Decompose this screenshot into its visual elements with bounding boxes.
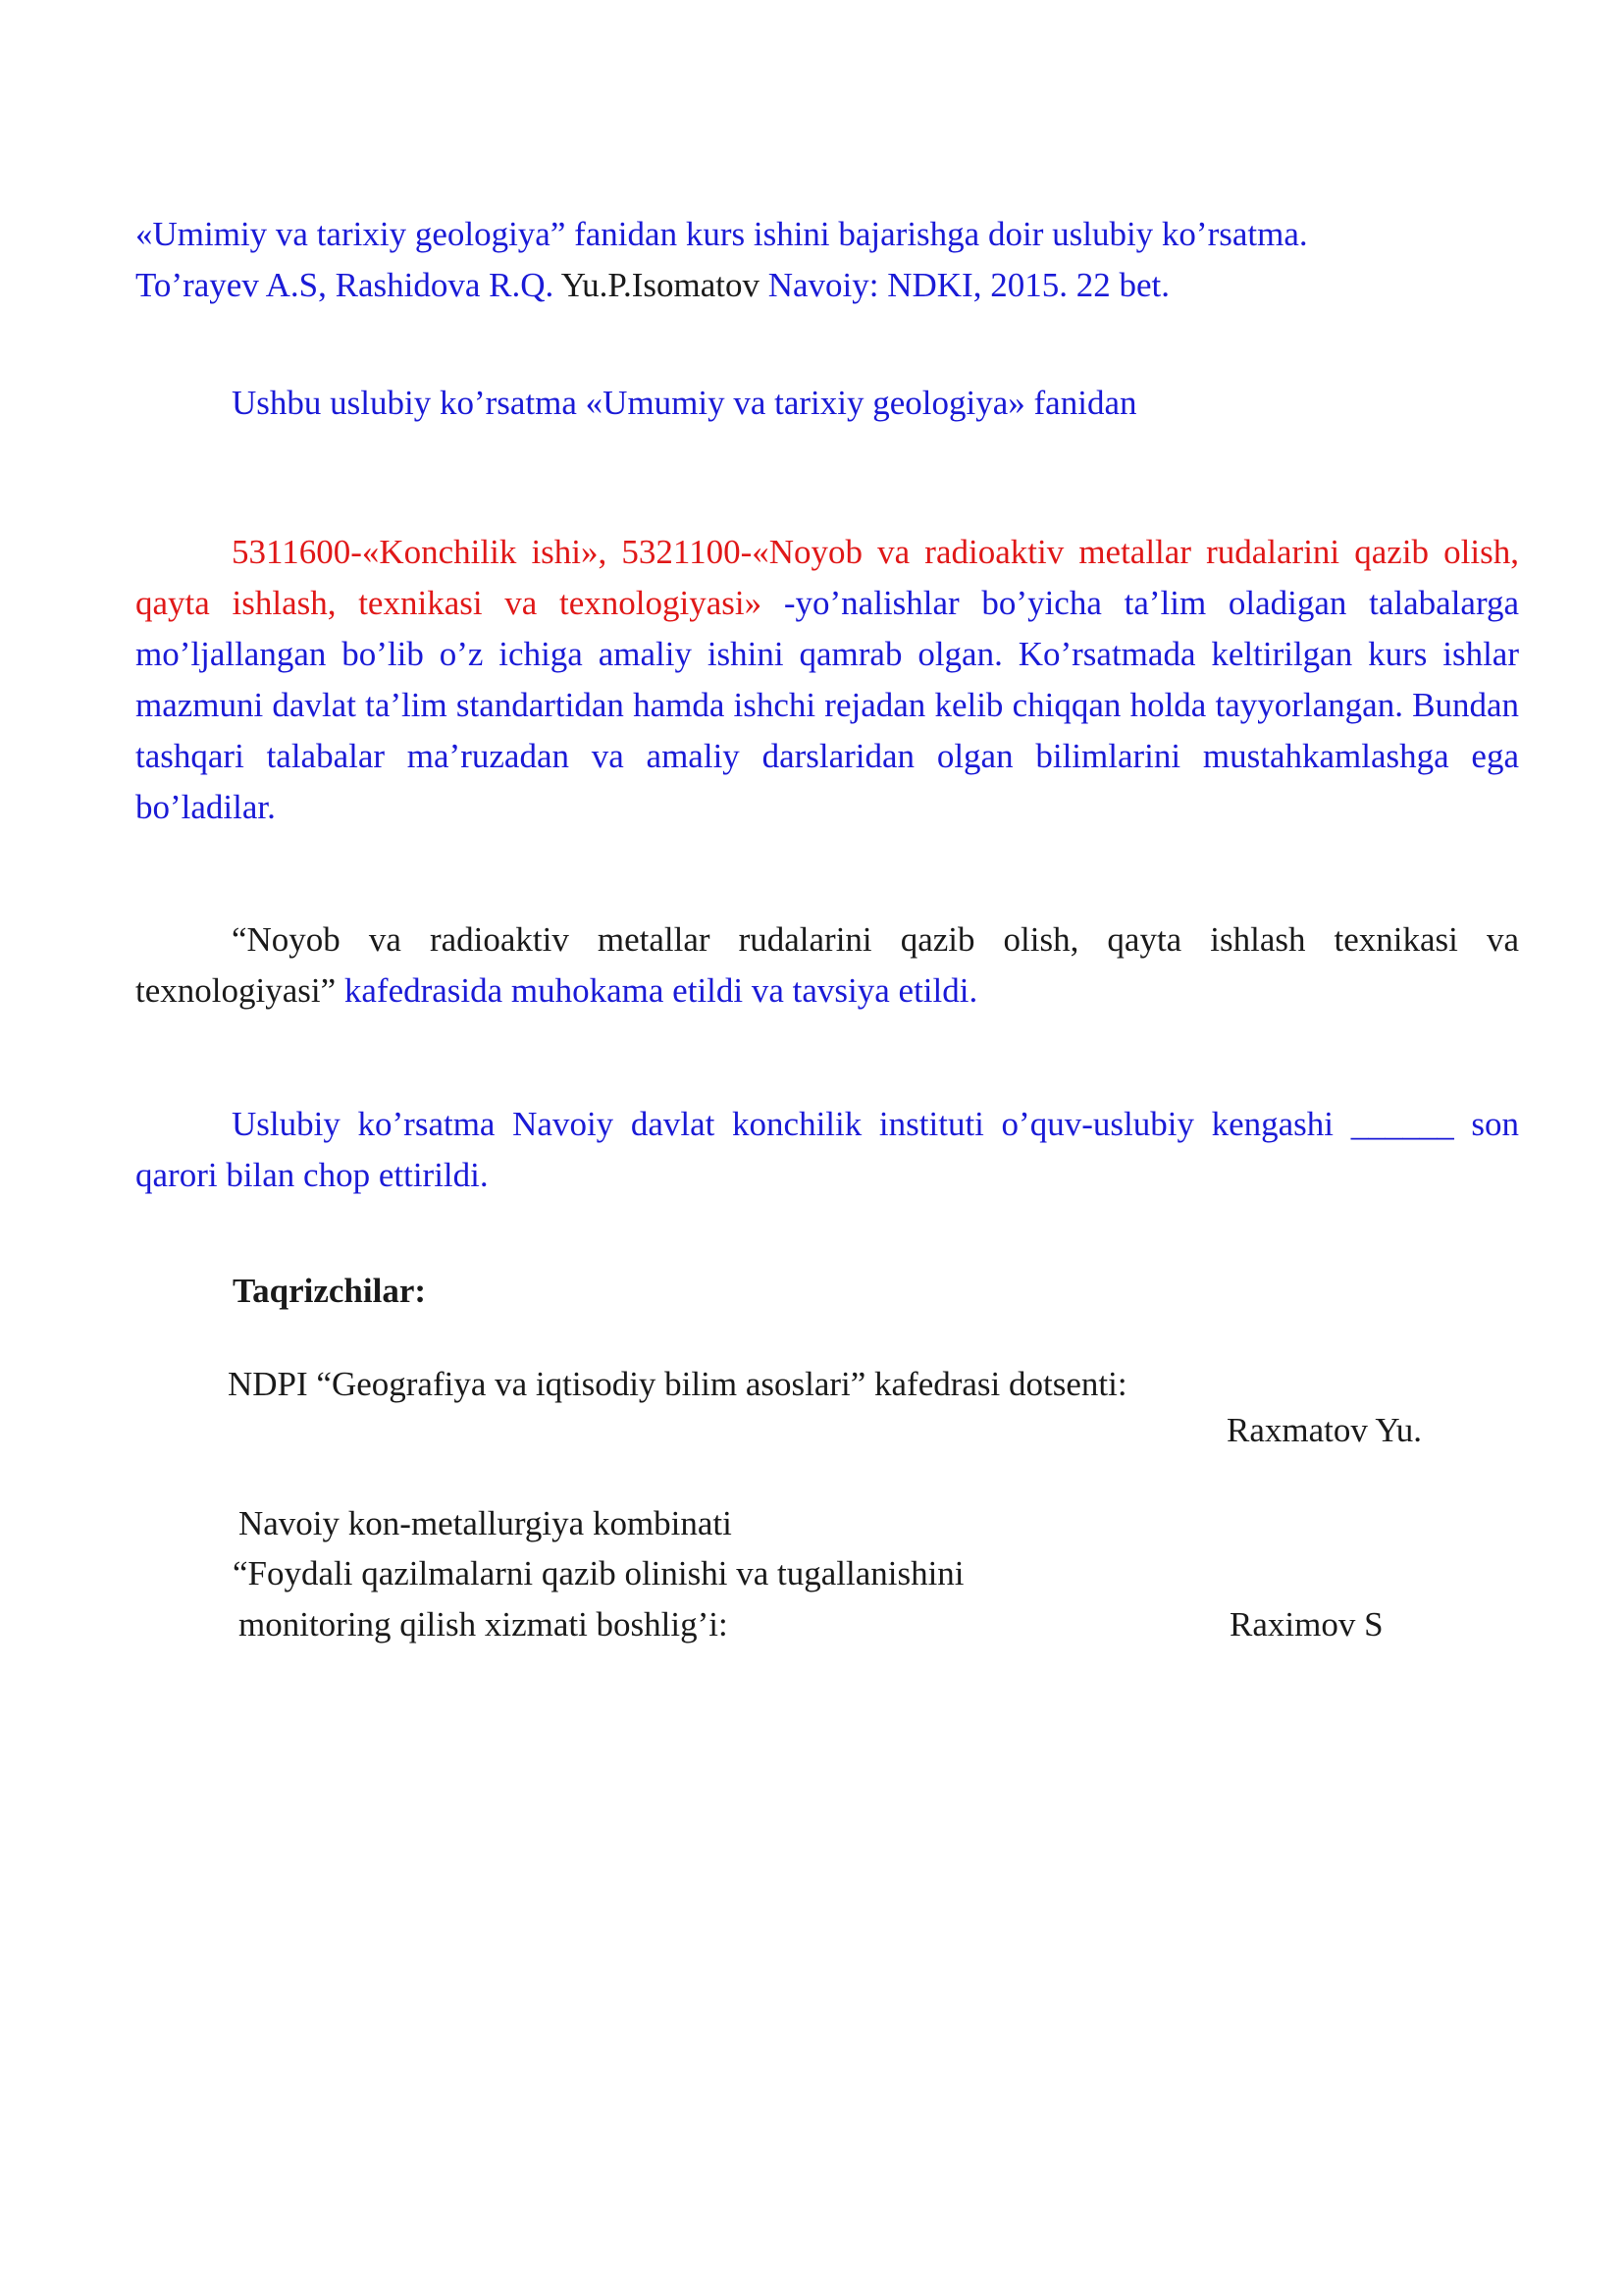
specialities-continuation: -yo’nalishlar bo’yicha ta’lim oladigan talabalarga mo’ljallangan bo’lib o’z ichiga amaliy ishini qamrab olgan. Ko’rsatmada keltirilgan kurs ishlar mazmuni davlat ta’lim standartidan hamda ishchi rejadan kelib chiqqan holda tayyorlangan. Bundan tashqari talabalar ma’ruzadan va amaliy darslaridan olgan bilimlarini mustahkamlashga ega bo’ladilar.	[135, 584, 1520, 826]
department-text: kafedrasida muhokama etildi va tavsiya etildi.	[343, 971, 978, 1010]
reviewer-2-affiliation-line-1: Navoiy kon-metallurgiya kombinati	[238, 1504, 732, 1542]
council-paragraph: Uslubiy ko’rsatma Navoiy davlat konchilik instituti o’quv-uslubiy kengashi ______ son qarori bilan chop ettirildi.	[135, 1105, 1519, 1194]
citation-authors: To’rayev A.S, Rashidova R.Q.	[135, 266, 554, 304]
intro-line: Ushbu uslubiy ko’rsatma «Umumiy va tarixiy geologiya» fanidan	[232, 384, 1137, 422]
specialities-text: 5311600-«Konchilik ishi», 5321100-«Noyob va radioaktiv metallar rudalarini qazib olish, qayta ishlash, texnikasi va texnologiyasi»	[135, 533, 1519, 622]
citation-publisher: Navoiy: NDKI, 2015. 22 bet.	[767, 266, 1170, 304]
specialities-paragraph	[135, 527, 1519, 833]
reviewer-1-name: Raxmatov Yu.	[1227, 1411, 1422, 1449]
department-name: “Noyob va radioaktiv metallar rudalarini qazib olish, qayta ishlash texnikasi va texnologiyasi”	[135, 920, 1519, 1010]
reviewer-1-affiliation: NDPI “Geografiya va iqtisodiy bilim asoslari” kafedrasi dotsenti:	[228, 1365, 1127, 1403]
reviewers-heading: Taqrizchilar:	[233, 1272, 427, 1310]
department-paragraph	[135, 914, 1519, 1017]
reviewer-2-affiliation-line-3: monitoring qilish xizmati boshlig’i:	[238, 1605, 728, 1644]
citation-coauthor: Yu.P.Isomatov	[560, 266, 760, 304]
reviewer-2-name: Raximov S	[1230, 1605, 1384, 1644]
citation	[135, 209, 1519, 311]
citation-line-1: «Umimiy va tarixiy geologiya” fanidan kurs ishini bajarishga doir uslubiy ko’rsatma.	[135, 215, 1308, 253]
reviewer-2-affiliation-line-2: “Foydali qazilmalarni qazib olinishi va tugallanishini	[233, 1554, 965, 1592]
